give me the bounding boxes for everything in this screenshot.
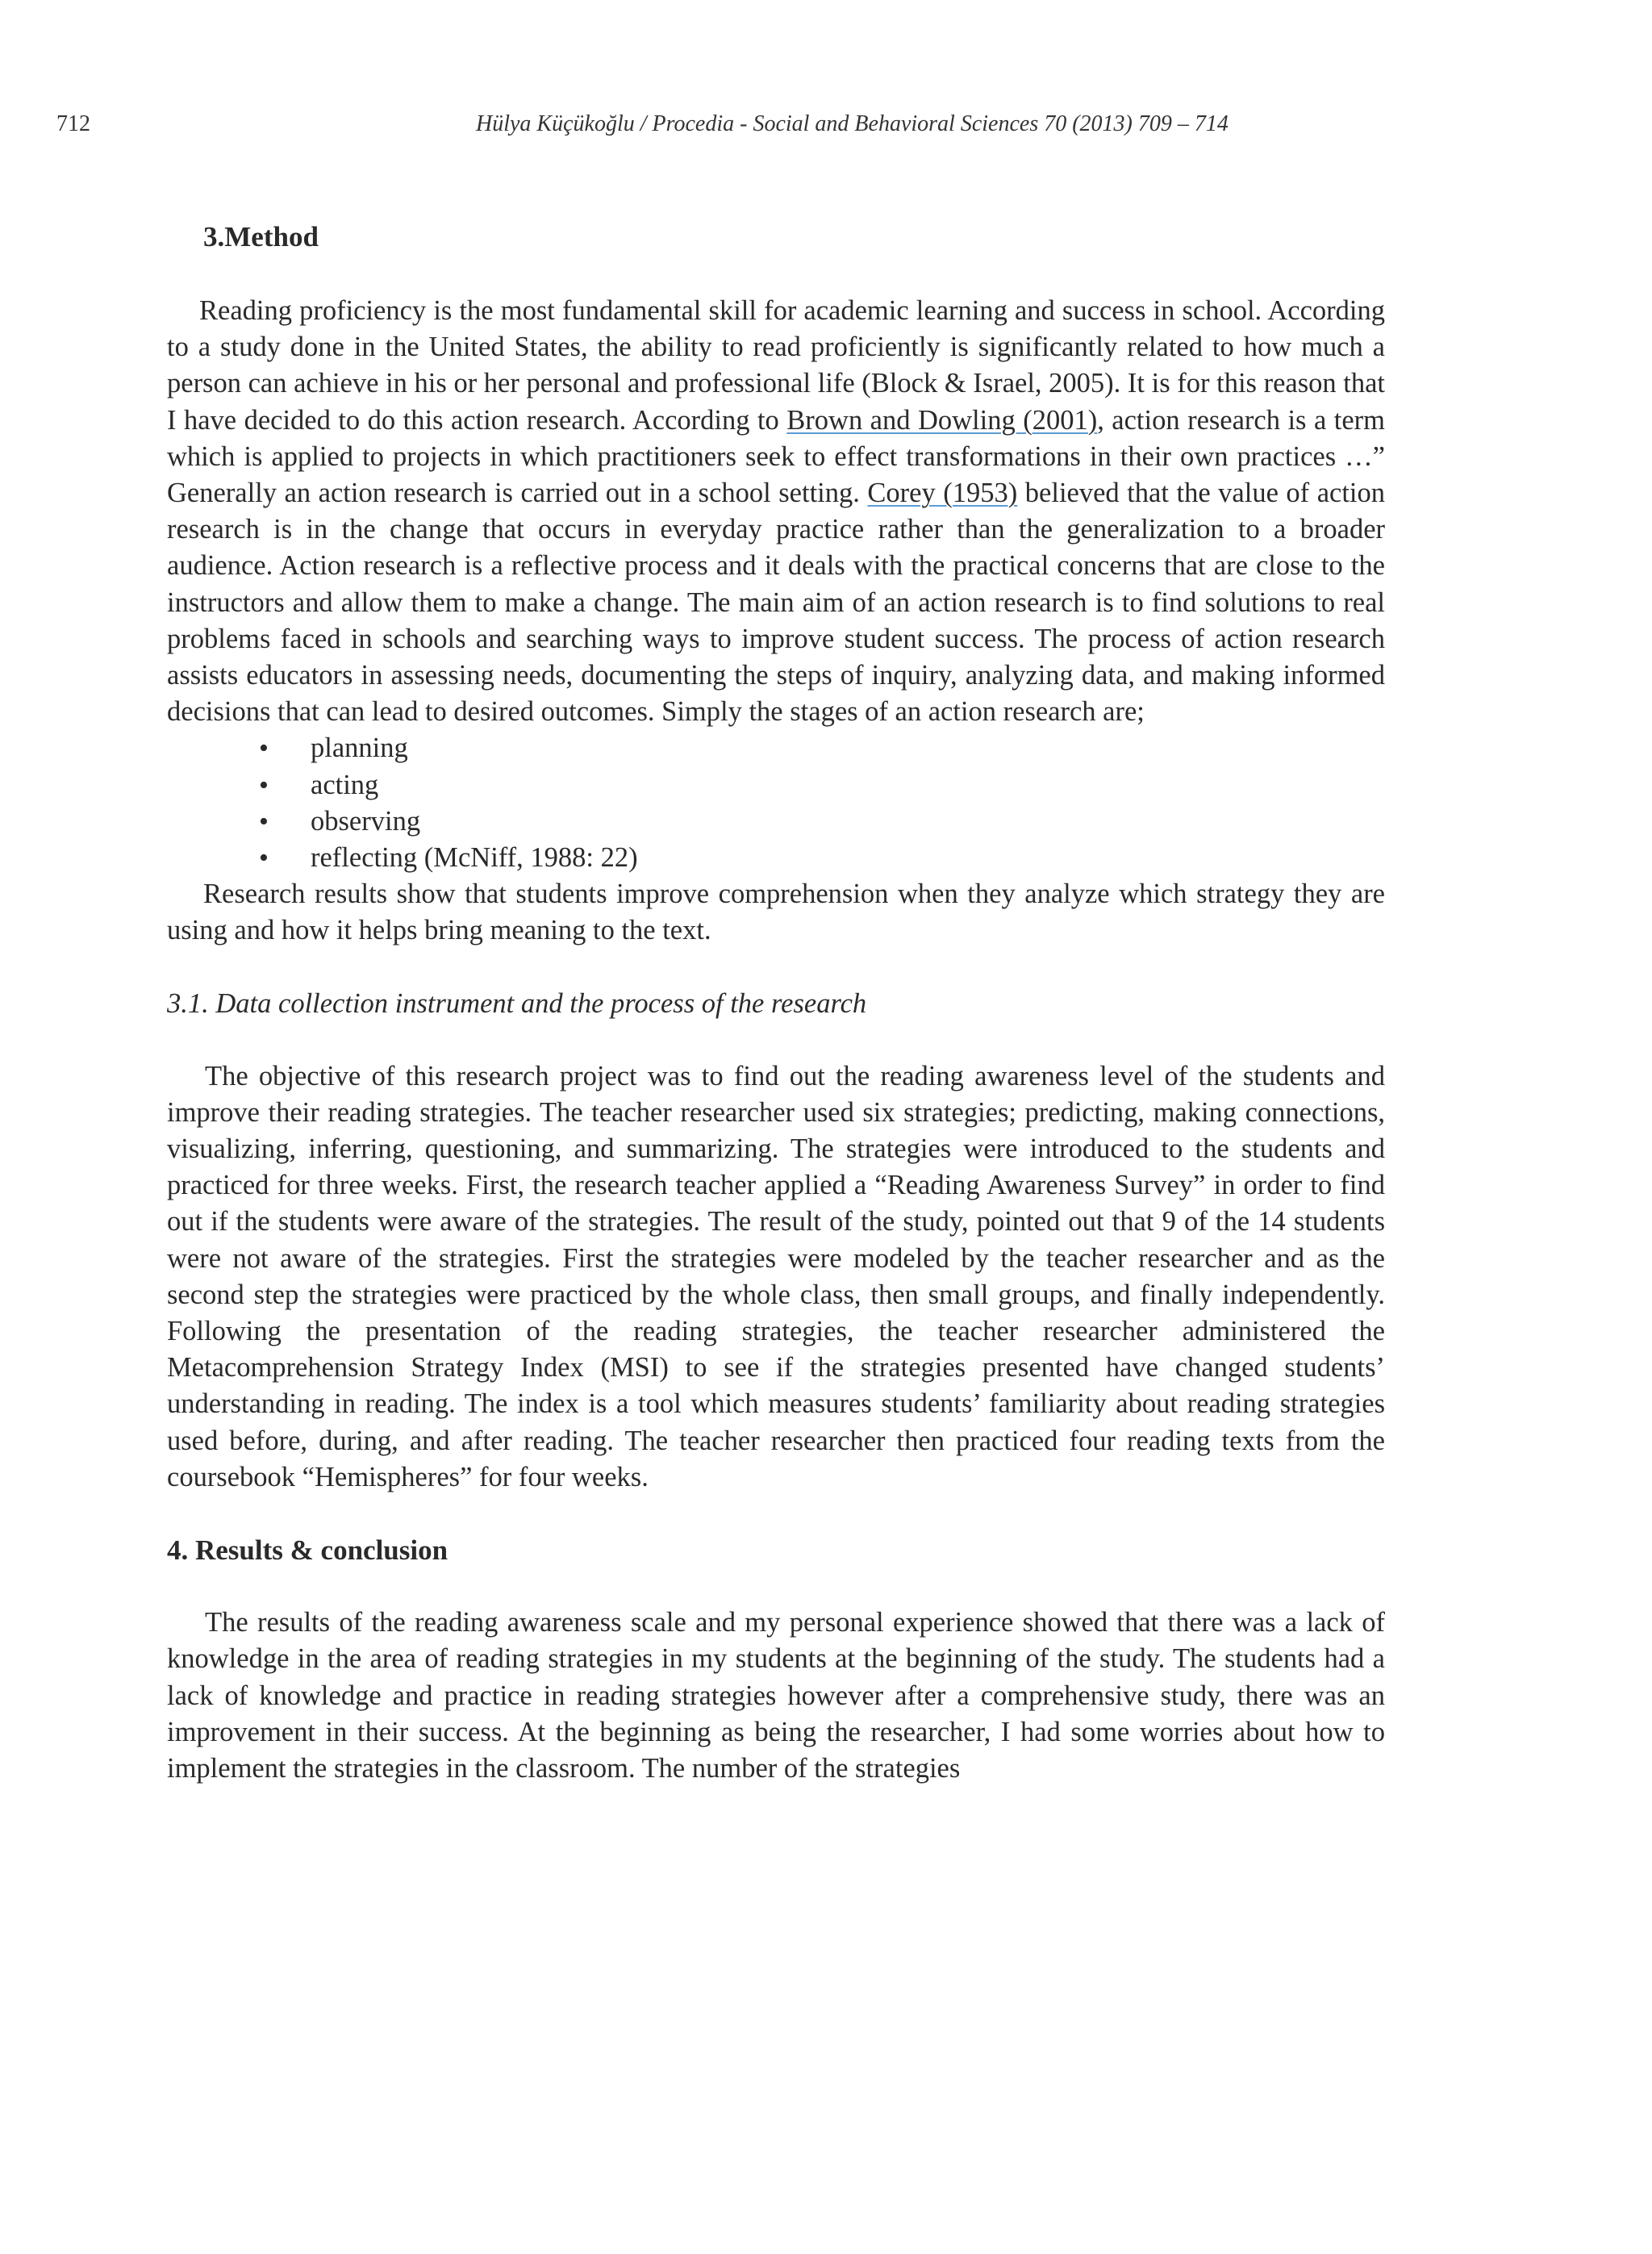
method-p1-text-b: , action research is a term which is applied to projects in which practitioners seek to effect transformations in their own practices …” Generally an action research is carried out in a school setting. (167, 404, 1385, 509)
method-p1-text-a: Reading proficiency is the most fundamental skill for academic learning and success in school. According to a study done in the United States, the ability to read proficiently is significantly related to how much a person can achieve in his or her personal and professional life (Block & Israel, 2005). It is for this reason that I have decided to do this action research. According to (167, 295, 1385, 436)
method-paragraph-1 (167, 293, 1385, 730)
method-p1-text-c: believed that the value of action research is in the change that occurs in everyday practice rather than the generalization to a broader audience. Action research is a reflective process and it deals with the practical concerns that are close to the instructors and allow them to make a change. The main aim of an action research is to find solutions to real problems faced in schools and searching ways to improve student success. The process of action research assists educators in assessing needs, documenting the steps of inquiry, analyzing data, and making informed decisions that can lead to desired outcomes. Simply the stages of an action research are; (167, 478, 1385, 728)
data-collection-heading: 3.1. Data collection instrument and the process of the research (167, 987, 867, 1019)
article-body (167, 218, 1385, 1787)
action-research-stages-list (167, 730, 1385, 876)
list-item: • acting (259, 767, 1385, 804)
citation-link-brown-dowling[interactable]: Brown and Dowling (2001) (786, 404, 1098, 436)
method-paragraph-2: Research results show that students improve comprehension when they analyze which strategy they are using and how it helps bring meaning to the text. (167, 879, 1385, 946)
list-item: • observing (259, 804, 1385, 840)
results-paragraph: The results of the reading awareness scale and my personal experience showed that there was a lack of knowledge in the area of reading strategies in my students at the beginning of the study. The students had a lack of knowledge and practice in reading strategies however after a comprehensive study, there was an improvement in their success. At the beginning as being the researcher, I had some worries about how to implement the strategies in the classroom. The number of the strategies (167, 1607, 1385, 1784)
running-header: Hülya Küçükoğlu / Procedia - Social and Behavioral Sciences 70 (2013) 709 – 714 (476, 111, 1229, 136)
list-item: • reflecting (McNiff, 1988: 22) (259, 840, 1385, 876)
results-heading: 4. Results & conclusion (167, 1534, 448, 1567)
list-item: • planning (259, 730, 1385, 766)
citation-link-corey[interactable]: Corey (1953) (867, 478, 1018, 509)
page-number: 712 (56, 111, 90, 136)
data-collection-paragraph: The objective of this research project was to find out the reading awareness level of the students and improve their reading strategies. The teacher researcher used six strategies; predicting, making connections, visualizing, inferring, questioning, and summarizing. The strategies were introduced to the students and practiced for three weeks. First, the research teacher applied a “Reading Awareness Survey” in order to find out if the students were aware of the strategies. The result of the study, pointed out that 9 of the 14 students were not aware of the strategies. First the strategies were modeled by the teacher researcher and as the second step the strategies were practiced by the whole class, then small groups, and finally independently. Following the presentation of the reading strategies, the teacher researcher administered the Metacomprehension Strategy Index (MSI) to see if the strategies presented have changed students’ understanding in reading. The index is a tool which measures students’ familiarity about reading strategies used before, during, and after reading. The teacher researcher then practiced four reading texts from the coursebook “Hemispheres” for four weeks. (167, 1060, 1385, 1492)
method-heading: 3.Method (203, 221, 319, 253)
